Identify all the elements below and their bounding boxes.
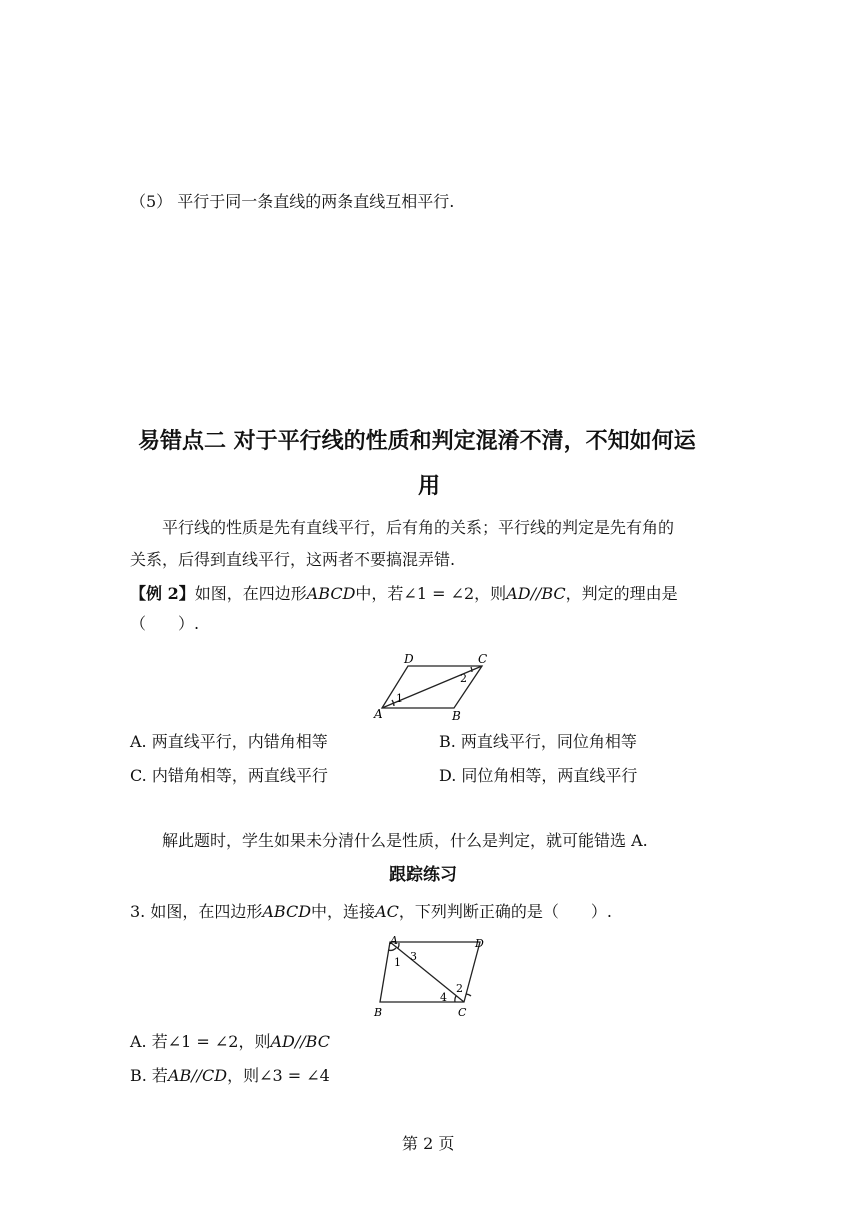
example2-question	[130, 584, 678, 604]
section-title-line1: 易错点二 对于平行线的性质和判定混淆不清，不知如何运	[138, 429, 696, 454]
example2-q-line2: （ ）.	[130, 614, 200, 633]
fig2-label-c: C	[458, 1006, 467, 1019]
fig1-angle-1: 1	[396, 692, 403, 705]
example2-q-post: ，判定的理由是	[565, 584, 678, 603]
example2-label: 【例 2】	[130, 584, 195, 603]
fig1-angle-2: 2	[460, 672, 467, 685]
fig1-label-b: B	[452, 709, 461, 722]
example2-option-c: C. 内错角相等，两直线平行	[130, 766, 328, 785]
example2-figure	[366, 650, 502, 722]
example2-analysis: 解此题时，学生如果未分清什么是性质，什么是判定，就可能错选 A.	[162, 831, 648, 850]
fig2-angle-1: 1	[394, 956, 401, 969]
fig2-label-a: A	[390, 934, 398, 947]
q3-option-a-rel: AD//BC	[270, 1032, 330, 1051]
q3-option-b-post: ，则∠3 = ∠4	[227, 1066, 330, 1085]
fig2-angle-2: 2	[456, 982, 463, 995]
example2-quad: ABCD	[306, 584, 356, 603]
example2-parallel: AD//BC	[506, 584, 566, 603]
page-footer: 第 2 页	[402, 1134, 455, 1153]
fig2-angle-3: 3	[410, 950, 417, 963]
example2-q-pre: 如图，在四边形	[194, 584, 307, 603]
practice-figure	[368, 934, 494, 1020]
intro-line2: 关系，后得到直线平行，这两者不要搞混弄错.	[130, 550, 456, 569]
section-title-line2: 用	[418, 474, 441, 499]
fig2-label-b: B	[374, 1006, 383, 1019]
q3-option-b-rel: AB//CD	[167, 1066, 228, 1085]
fig1-label-c: C	[478, 652, 488, 666]
q3-pre: 3. 如图，在四边形	[130, 902, 263, 921]
fig2-label-d: D	[475, 937, 484, 950]
item-5-text: （5） 平行于同一条直线的两条直线互相平行.	[130, 192, 455, 211]
fig1-label-a: A	[374, 707, 383, 721]
example2-option-d: D. 同位角相等，两直线平行	[439, 766, 638, 785]
q3-option-b-pre: B. 若	[130, 1066, 168, 1085]
practice-heading: 跟踪练习	[389, 865, 457, 885]
fig1-label-d: D	[404, 652, 414, 666]
example2-q-mid: 中，若∠1 = ∠2，则	[355, 584, 507, 603]
q3-option-b	[130, 1066, 330, 1086]
q3-option-a-pre: A. 若∠1 = ∠2，则	[130, 1032, 271, 1051]
q3-option-a	[130, 1032, 330, 1052]
q3-post: ，下列判断正确的是（ ）.	[398, 902, 612, 921]
example2-option-a: A. 两直线平行，内错角相等	[130, 732, 328, 751]
example2-option-b: B. 两直线平行，同位角相等	[439, 732, 637, 751]
practice-q3	[130, 902, 612, 922]
q3-quad: ABCD	[262, 902, 312, 921]
intro-line1: 平行线的性质是先有直线平行，后有角的关系；平行线的判定是先有角的	[162, 518, 675, 537]
q3-ac: AC	[375, 902, 399, 921]
q3-mid: 中，连接	[311, 902, 376, 921]
fig2-angle-4: 4	[440, 991, 447, 1004]
